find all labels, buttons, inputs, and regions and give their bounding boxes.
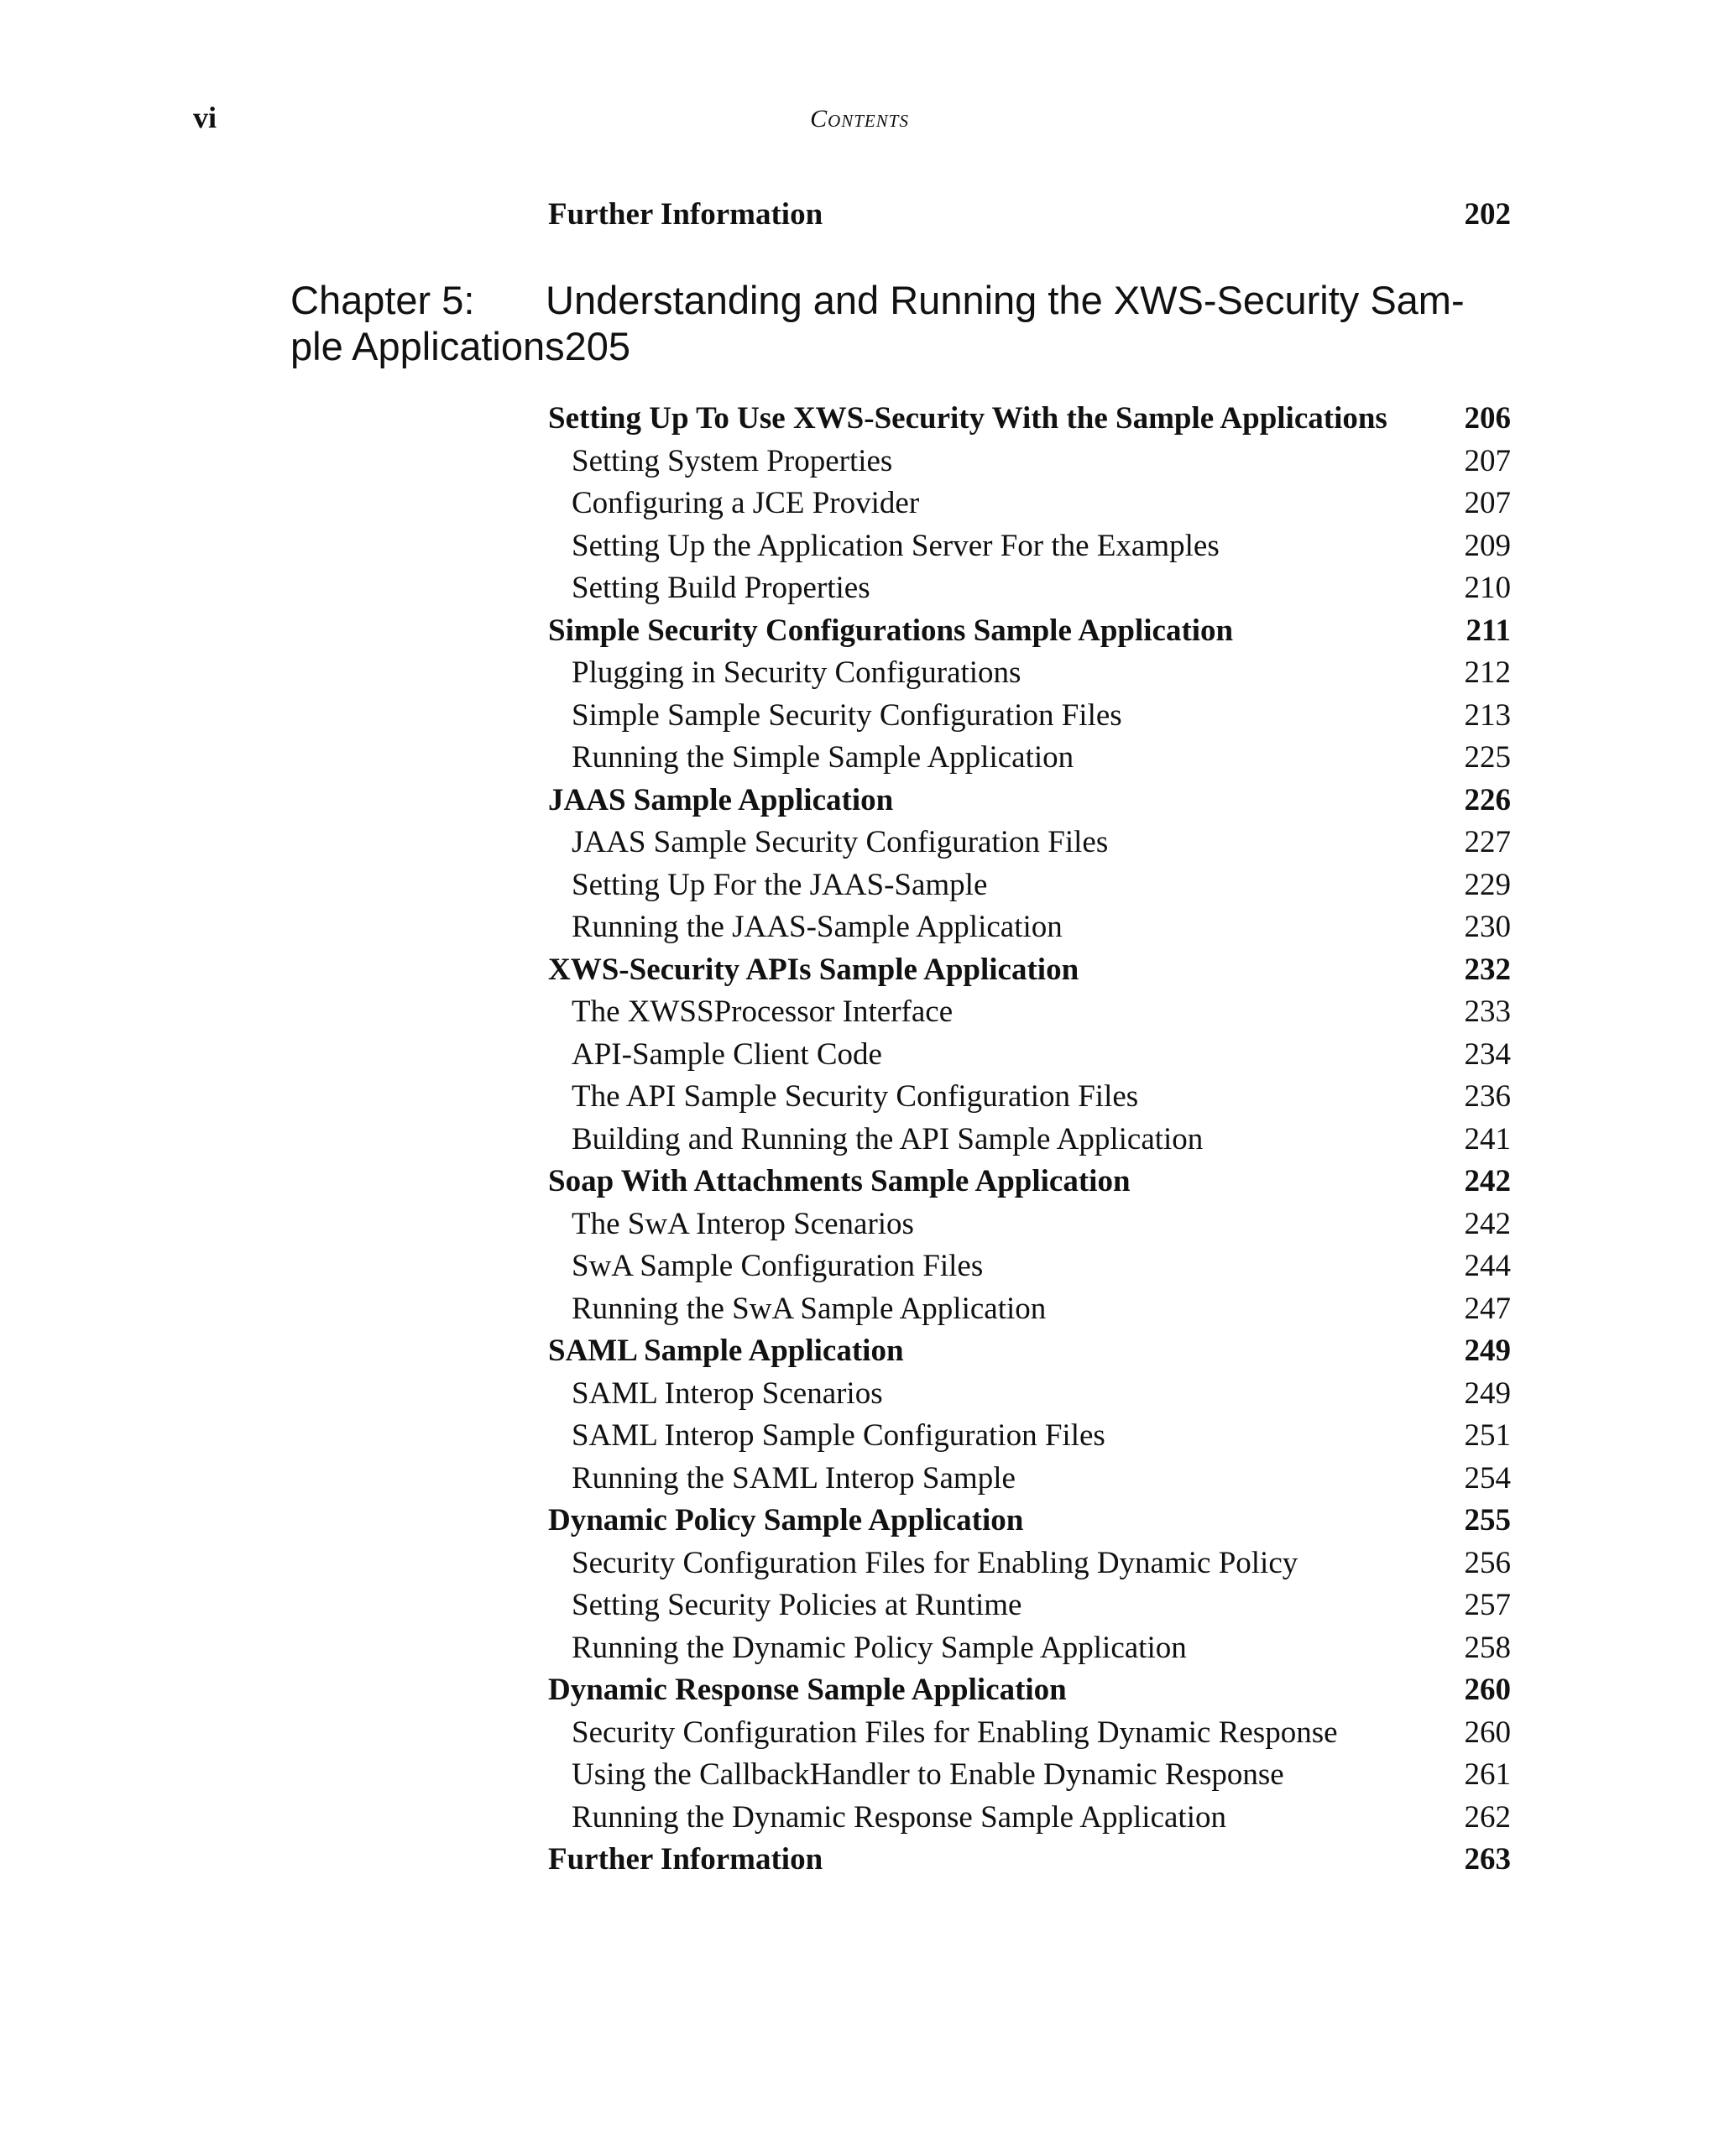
toc-subsection-entry[interactable] [548,991,1511,1033]
toc-section-entry[interactable] [548,398,1511,440]
chapter-heading-line2 [290,323,1516,369]
toc-entry-title: Simple Sample Security Configuration Files [572,697,1122,733]
toc-entry-page: 258 [1464,1630,1511,1665]
toc-entry-page: 213 [1464,697,1511,733]
toc-entry-page: 233 [1464,994,1511,1029]
toc-subsection-entry[interactable] [548,1119,1511,1161]
toc-entry-title: Running the Dynamic Response Sample Application [572,1799,1226,1835]
toc-entry-title: Building and Running the API Sample Application [572,1121,1204,1156]
toc-section-entry[interactable] [548,1500,1511,1542]
toc-subsection-entry[interactable] [548,1458,1511,1500]
toc-entry-title: Running the SwA Sample Application [572,1291,1047,1326]
toc-subsection-entry[interactable] [548,1627,1511,1669]
toc-entry-title: Running the Simple Sample Application [572,740,1074,775]
toc-entry-page: 207 [1464,486,1511,520]
toc-subsection-entry[interactable] [548,1245,1511,1287]
toc-subsection-entry[interactable] [548,652,1511,694]
toc-subsection-entry[interactable] [548,1712,1511,1754]
toc-entry-page: 225 [1464,740,1511,775]
toc-subsection-entry[interactable] [548,1034,1511,1076]
toc-subsection-entry[interactable] [548,1076,1511,1118]
toc-subsection-entry[interactable] [548,1288,1511,1330]
toc-entry-title: Simple Security Configurations Sample Application [548,613,1234,648]
toc-entry-title: The API Sample Security Configuration Files [572,1079,1139,1114]
toc-subsection-entry[interactable] [548,483,1511,525]
toc-subsection-entry[interactable] [548,567,1511,609]
toc-subsection-entry[interactable] [548,1543,1511,1584]
toc-entry-title: Running the SAML Interop Sample [572,1460,1016,1496]
toc-entry-title: Security Configuration Files for Enabling Dynamic Policy [572,1545,1298,1580]
toc-entry-title: API-Sample Client Code [572,1036,882,1072]
toc-entry-page: 249 [1464,1376,1511,1411]
chapter-heading[interactable] [290,277,1516,369]
toc-entry-title: Setting Up the Application Server For the Examples [572,528,1220,563]
toc-entry-page: 260 [1464,1715,1511,1750]
toc-section-entry[interactable] [548,1330,1511,1372]
chapter-title-line1: Understanding and Running the XWS-Security Sam- [546,278,1465,322]
toc-entry-page: 241 [1464,1121,1511,1156]
toc-entry-page: 244 [1464,1249,1511,1283]
toc-entry-page: 226 [1464,782,1511,817]
toc-entry-title: Further Information [548,1842,823,1877]
toc-section-entry[interactable] [548,780,1511,822]
toc-entry-title: Configuring a JCE Provider [572,486,920,520]
toc-entry-page: 255 [1464,1503,1511,1537]
toc-entry-further-information[interactable] [548,194,1511,236]
toc-entry-page: 230 [1464,910,1511,944]
toc-section-entry[interactable] [548,610,1511,652]
toc-entry-title: The XWSSProcessor Interface [572,994,954,1029]
toc-subsection-entry[interactable] [548,525,1511,567]
toc-entry-title: Soap With Attachments Sample Application [548,1164,1131,1198]
toc-entry-title: JAAS Sample Security Configuration Files [572,825,1109,859]
toc-section-entry[interactable] [548,1839,1511,1881]
toc-entry-page: 261 [1464,1757,1511,1792]
toc-entry-title: Security Configuration Files for Enabling Dynamic Response [572,1715,1338,1750]
toc-subsection-entry[interactable] [548,695,1511,737]
toc-entry-page: 227 [1464,825,1511,859]
toc-entry-title: The SwA Interop Scenarios [572,1206,914,1241]
chapter-heading-line1 [290,277,1516,323]
toc-subsection-entry[interactable] [548,1584,1511,1626]
page-folio: vi [193,101,217,134]
toc-entry-page: 257 [1464,1588,1511,1622]
toc-entry-page: 232 [1464,952,1511,987]
toc-entry-title: Dynamic Response Sample Application [548,1673,1067,1707]
toc-entry-title: Setting Build Properties [572,571,870,605]
toc-entry-page: 202 [1464,197,1511,232]
chapter-page: 205 [564,324,631,368]
toc-entry-title: SAML Interop Scenarios [572,1376,883,1411]
toc-entry-title: Using the CallbackHandler to Enable Dynamic Response [572,1757,1284,1792]
toc-entry-page: 251 [1464,1418,1511,1453]
toc-entry-page: 211 [1466,613,1511,648]
toc-entry-page: 263 [1464,1842,1511,1877]
toc-entry-title: Dynamic Policy Sample Application [548,1503,1024,1537]
toc-subsection-entry[interactable] [548,1373,1511,1415]
toc-entry-page: 260 [1464,1673,1511,1707]
toc-entry-page: 249 [1464,1334,1511,1368]
toc-entry-page: 247 [1464,1291,1511,1326]
toc-entry-title: Plugging in Security Configurations [572,655,1021,690]
toc-entry-page: 234 [1464,1036,1511,1072]
toc-section-entry[interactable] [548,1669,1511,1711]
toc-subsection-entry[interactable] [548,737,1511,779]
toc-entry-page: 207 [1464,443,1511,478]
toc-subsection-entry[interactable] [548,1203,1511,1245]
toc-entry-page: 209 [1464,528,1511,563]
toc-entry-page: 242 [1464,1206,1511,1241]
toc-entry-title: SwA Sample Configuration Files [572,1249,984,1283]
toc-section-entry[interactable] [548,949,1511,991]
toc-entry-title: XWS-Security APIs Sample Application [548,952,1079,987]
chapter-title-line2: ple Applications [290,324,565,368]
toc-subsection-entry[interactable] [548,906,1511,948]
toc-section-entry[interactable] [548,1161,1511,1203]
toc-entry-title: Setting Security Policies at Runtime [572,1588,1022,1622]
toc-entry-page: 262 [1464,1799,1511,1835]
toc-entry-page: 256 [1464,1545,1511,1580]
toc-entry-page: 210 [1464,571,1511,605]
running-head: Contents [810,105,909,133]
toc-subsection-entry[interactable] [548,864,1511,906]
toc-entry-title: Setting System Properties [572,443,893,478]
toc-entry-title: SAML Sample Application [548,1334,904,1368]
toc-entry-title: Running the Dynamic Policy Sample Application [572,1630,1187,1665]
chapter-label: Chapter 5: [290,278,475,322]
toc-subsection-entry[interactable] [548,822,1511,864]
toc-entry-title: Further Information [548,197,823,232]
toc-entry-title: Setting Up To Use XWS-Security With the Sample Applications [548,401,1387,436]
toc-entry-page: 212 [1464,655,1511,690]
toc-entry-page: 206 [1464,401,1511,436]
toc-subsection-entry[interactable] [548,441,1511,483]
toc-entry-title: SAML Interop Sample Configuration Files [572,1418,1105,1453]
toc-entry-title: Setting Up For the JAAS-Sample [572,867,988,902]
toc-entry-page: 242 [1464,1164,1511,1198]
toc-entry-page: 229 [1464,867,1511,902]
toc-subsection-entry[interactable] [548,1754,1511,1796]
toc-entry-page: 236 [1464,1079,1511,1114]
toc-entry-title: Running the JAAS-Sample Application [572,910,1063,944]
toc-entry-title: JAAS Sample Application [548,782,894,817]
toc-subsection-entry[interactable] [548,1797,1511,1839]
toc-subsection-entry[interactable] [548,1415,1511,1457]
toc-entry-page: 254 [1464,1460,1511,1496]
